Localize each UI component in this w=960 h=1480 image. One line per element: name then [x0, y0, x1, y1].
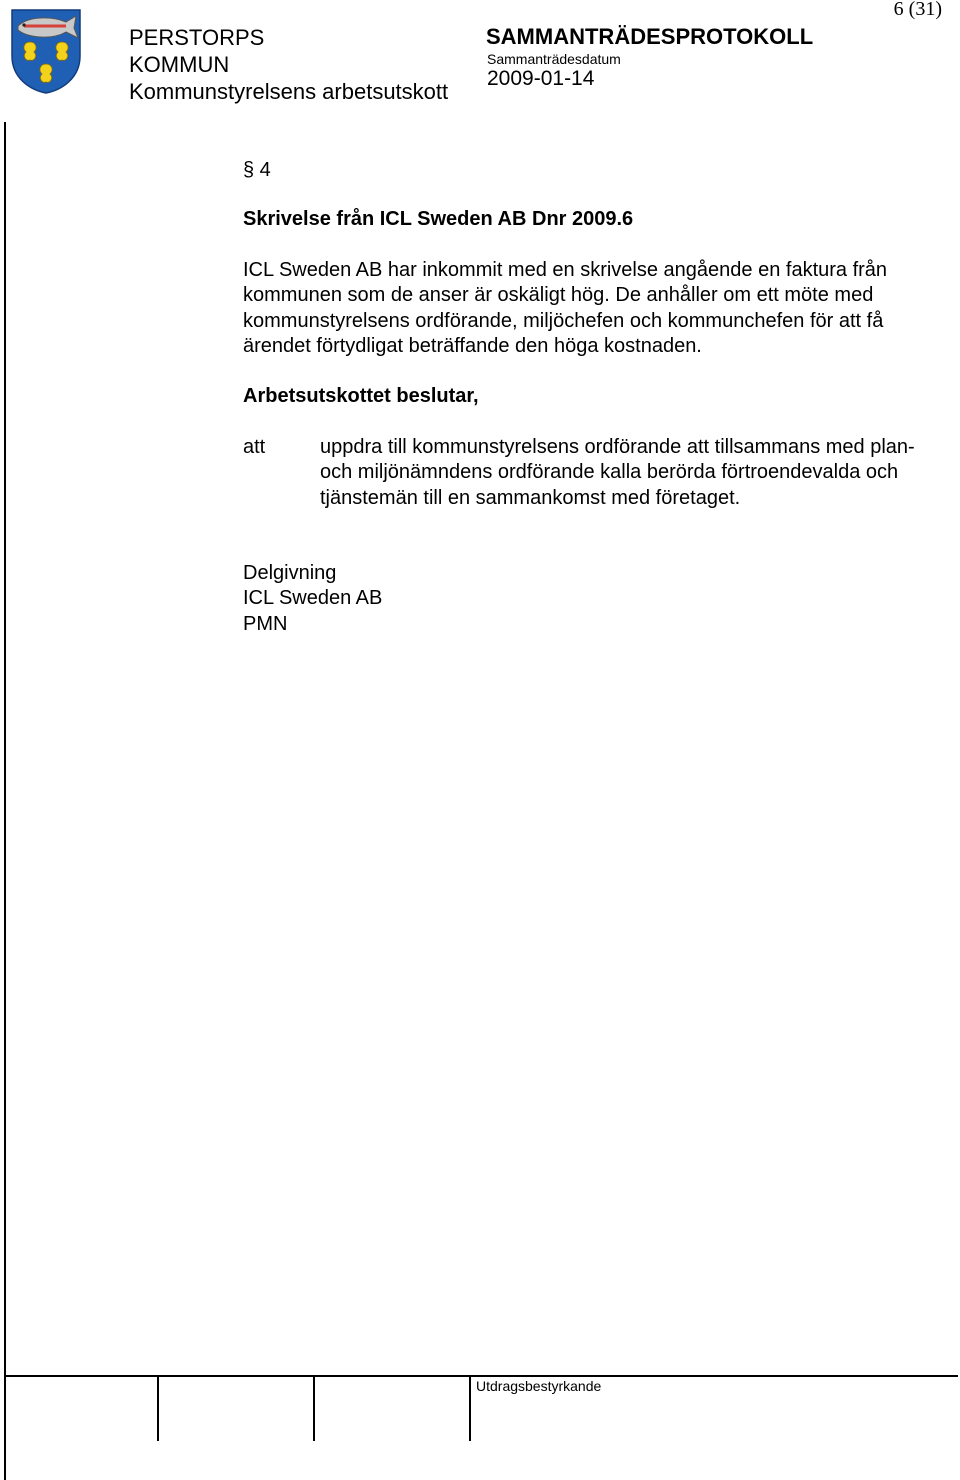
decision-heading: Arbetsutskottet beslutar,	[243, 385, 479, 408]
municipal-crest-icon	[10, 8, 82, 94]
att-keyword: att	[243, 435, 266, 458]
delivery-recipient: PMN	[243, 612, 288, 635]
page-number: 6 (31)	[893, 0, 942, 20]
delivery-recipient: ICL Sweden AB	[243, 587, 383, 610]
decision-text: uppdra till kommunstyrelsens ordförande att tillsammans med plan- och miljönämndens ordförande kalla berörda förtroendevalda och tjänstemän till en sammankomst med företaget.	[320, 435, 915, 509]
section-number: § 4	[243, 159, 271, 181]
document-body	[243, 158, 933, 637]
org-line-3: Kommunstyrelsens arbetsutskott	[129, 79, 449, 104]
decision-clause	[243, 435, 933, 511]
organization-name	[129, 24, 448, 105]
org-line-2: KOMMUN	[129, 52, 230, 77]
item-title: Skrivelse från ICL Sweden AB Dnr 2009.6	[243, 208, 634, 231]
meeting-date: 2009-01-14	[487, 67, 595, 90]
left-margin-line	[4, 122, 6, 1480]
delivery-heading: Delgivning	[243, 562, 337, 585]
signature-box-divider	[157, 1377, 159, 1441]
item-description: ICL Sweden AB har inkommit med en skrivelse angående en faktura från kommunen som de anser är oskäligt hög. De anhåller om ett möte med kommunstyrelsens ordförande, miljöchefen och kommunchefen för att få ärendet förtydligat beträffande den höga kostnaden.	[243, 258, 888, 358]
org-line-1: PERSTORPS	[129, 25, 265, 50]
footer-line	[4, 1375, 958, 1377]
meeting-date-label: Sammanträdesdatum	[487, 51, 621, 67]
certification-label: Utdragsbestyrkande	[476, 1378, 602, 1394]
protocol-title: SAMMANTRÄDESPROTOKOLL	[486, 24, 814, 49]
signature-box-divider	[469, 1377, 471, 1441]
signature-box-divider	[313, 1377, 315, 1441]
